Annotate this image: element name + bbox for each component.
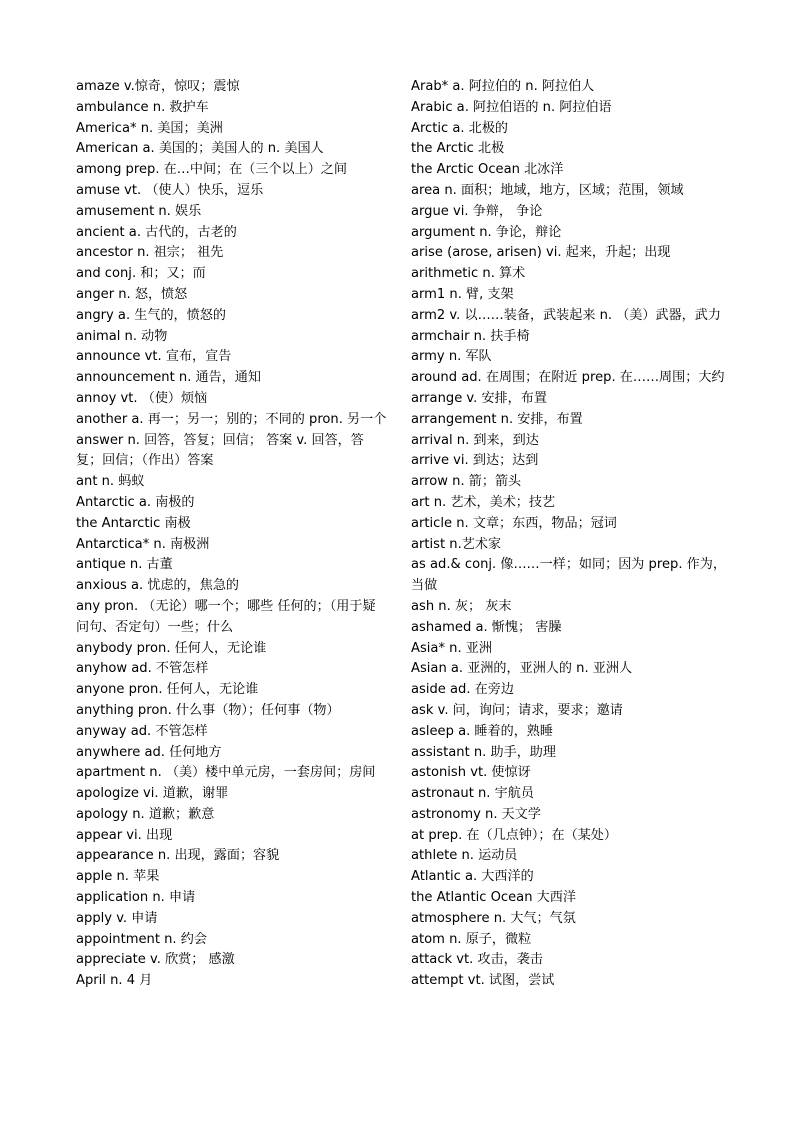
- vocab-entry: at prep. 在（几点钟）；在（某处）: [411, 827, 617, 843]
- vocab-entry: annoy vt. （使）烦恼: [76, 390, 208, 406]
- right-column: [411, 77, 729, 992]
- vocab-entry: artist n.艺术家: [411, 536, 502, 552]
- vocab-entry: April n. 4 月: [76, 973, 153, 989]
- vocab-entry: Arabic a. 阿拉伯语的 n. 阿拉伯语: [411, 99, 612, 115]
- vocab-entry: astronomy n. 天文学: [411, 806, 541, 822]
- vocab-entry: announce vt. 宣布，宣告: [76, 349, 232, 365]
- vocab-entry: atmosphere n. 大气；气氛: [411, 910, 576, 926]
- vocab-entry: Antarctic a. 南极的: [76, 494, 195, 510]
- vocab-entry: aside ad. 在旁边: [411, 682, 514, 698]
- vocab-entry: art n. 艺术，美术；技艺: [411, 494, 556, 510]
- vocab-entry: assistant n. 助手，助理: [411, 744, 556, 760]
- vocab-entry: arise (arose, arisen) vi. 起来，升起；出现: [411, 245, 671, 261]
- vocab-entry: ancient a. 古代的，古老的: [76, 224, 237, 240]
- vocab-entry: Asian a. 亚洲的，亚洲人的 n. 亚洲人: [411, 661, 633, 677]
- vocab-entry: anyway ad. 不管怎样: [76, 723, 208, 739]
- vocab-entry: the Atlantic Ocean 大西洋: [411, 890, 576, 906]
- vocab-entry: ash n. 灰； 灰末: [411, 598, 512, 614]
- vocab-entry: Atlantic a. 大西洋的: [411, 869, 534, 885]
- vocab-entry: anyhow ad. 不管怎样: [76, 661, 209, 677]
- vocab-entry: armchair n. 扶手椅: [411, 328, 530, 344]
- vocab-entry: ant n. 蚂蚁: [76, 474, 145, 490]
- vocab-entry: astronaut n. 宇航员: [411, 786, 534, 802]
- vocab-entry: around ad. 在周围；在附近 prep. 在……周围；大约: [411, 370, 725, 386]
- vocab-entry: anger n. 怒，愤怒: [76, 286, 188, 302]
- vocab-entry: arrive vi. 到达；达到: [411, 453, 539, 469]
- vocab-entry: anyone pron. 任何人，无论谁: [76, 682, 259, 698]
- vocab-entry: arrangement n. 安排，布置: [411, 411, 583, 427]
- vocab-entry: application n. 申请: [76, 890, 196, 906]
- vocab-entry: ancestor n. 祖宗； 祖先: [76, 245, 224, 261]
- vocab-entry: army n. 军队: [411, 349, 492, 365]
- vocab-entry: astonish vt. 使惊讶: [411, 765, 531, 781]
- vocab-entry: anxious a. 忧虑的，焦急的: [76, 578, 240, 594]
- left-column: [76, 77, 388, 992]
- vocab-entry: ask v. 问，询问；请求，要求；邀请: [411, 702, 623, 718]
- vocab-entry: Arab* a. 阿拉伯的 n. 阿拉伯人: [411, 79, 595, 94]
- vocab-entry: amusement n. 娱乐: [76, 203, 202, 219]
- vocab-entry: apology n. 道歉；歉意: [76, 806, 215, 822]
- vocab-entry: the Antarctic 南极: [76, 515, 191, 531]
- vocab-entry: argument n. 争论，辩论: [411, 224, 562, 240]
- vocab-entry: among prep. 在…中间；在（三个以上）之间: [76, 162, 347, 178]
- vocab-entry: the Arctic 北极: [411, 141, 505, 157]
- vocab-entry: area n. 面积；地域，地方，区域；范围，领域: [411, 182, 684, 198]
- vocab-entry: anything pron. 什么事（物）；任何事（物）: [76, 702, 340, 718]
- vocab-entry: anywhere ad. 任何地方: [76, 744, 222, 760]
- vocab-entry: attempt vt. 试图，尝试: [411, 973, 555, 989]
- vocab-entry: amuse vt. （使人）快乐，逗乐: [76, 182, 264, 198]
- vocab-entry: appreciate v. 欣赏； 感激: [76, 952, 235, 968]
- vocab-entry: Antarctica* n. 南极洲: [76, 536, 210, 552]
- vocab-entry: and conj. 和；又；而: [76, 266, 206, 282]
- vocab-entry: athlete n. 运动员: [411, 848, 518, 864]
- vocab-entry: arithmetic n. 算术: [411, 266, 526, 282]
- vocab-entry: announcement n. 通告，通知: [76, 370, 261, 386]
- vocab-entry: another a. 再一；另一；别的；不同的 pron. 另一个: [76, 411, 387, 427]
- vocab-entry: arrow n. 箭；箭头: [411, 474, 522, 490]
- vocab-entry: American a. 美国的；美国人的 n. 美国人: [76, 141, 324, 157]
- vocab-entry: arm1 n. 臂, 支架: [411, 286, 514, 302]
- vocab-entry: apartment n. （美）楼中单元房，一套房间；房间: [76, 765, 376, 781]
- vocab-entry: answer n. 回答，答复；回信； 答案 v. 回答，答复；回信；（作出）答案: [76, 432, 364, 469]
- vocab-entry: arrival n. 到来，到达: [411, 432, 539, 448]
- vocab-entry: antique n. 古董: [76, 557, 173, 573]
- vocab-entry: appearance n. 出现，露面；容貌: [76, 848, 280, 864]
- vocab-entry: attack vt. 攻击，袭击: [411, 952, 543, 968]
- vocab-entry: the Arctic Ocean 北冰洋: [411, 162, 564, 178]
- vocab-entry: apple n. 苹果: [76, 869, 160, 885]
- vocab-entry: atom n. 原子，微粒: [411, 931, 532, 947]
- vocab-entry: apologize vi. 道歉，谢罪: [76, 786, 229, 802]
- vocab-entry: amaze v.惊奇，惊叹；震惊: [76, 79, 240, 94]
- vocab-entry: animal n. 动物: [76, 328, 168, 344]
- vocab-entry: anybody pron. 任何人，无论谁: [76, 640, 267, 656]
- vocab-entry: angry a. 生气的，愤怒的: [76, 307, 226, 323]
- vocab-entry: arm2 v. 以……装备，武装起来 n. （美）武器，武力: [411, 307, 721, 323]
- vocab-entry: appointment n. 约会: [76, 931, 207, 947]
- vocab-entry: ambulance n. 救护车: [76, 99, 209, 115]
- vocab-entry: ashamed a. 惭愧； 害臊: [411, 619, 562, 635]
- vocab-entry: Asia* n. 亚洲: [411, 640, 492, 656]
- vocab-entry: apply v. 申请: [76, 910, 158, 926]
- vocab-entry: argue vi. 争辩， 争论: [411, 203, 543, 219]
- vocab-entry: article n. 文章；东西，物品；冠词: [411, 515, 617, 531]
- vocab-entry: appear vi. 出现: [76, 827, 173, 843]
- vocab-entry: arrange v. 安排，布置: [411, 390, 547, 406]
- vocab-entry: any pron. （无论）哪一个；哪些 任何的；（用于疑问句、否定句）一些；什么: [76, 598, 376, 635]
- vocab-entry: Arctic a. 北极的: [411, 120, 509, 136]
- vocab-entry: asleep a. 睡着的，熟睡: [411, 723, 553, 739]
- vocab-entry: America* n. 美国；美洲: [76, 120, 223, 136]
- vocab-entry: as ad.& conj. 像……一样；如同；因为 prep. 作为，当做: [411, 557, 726, 594]
